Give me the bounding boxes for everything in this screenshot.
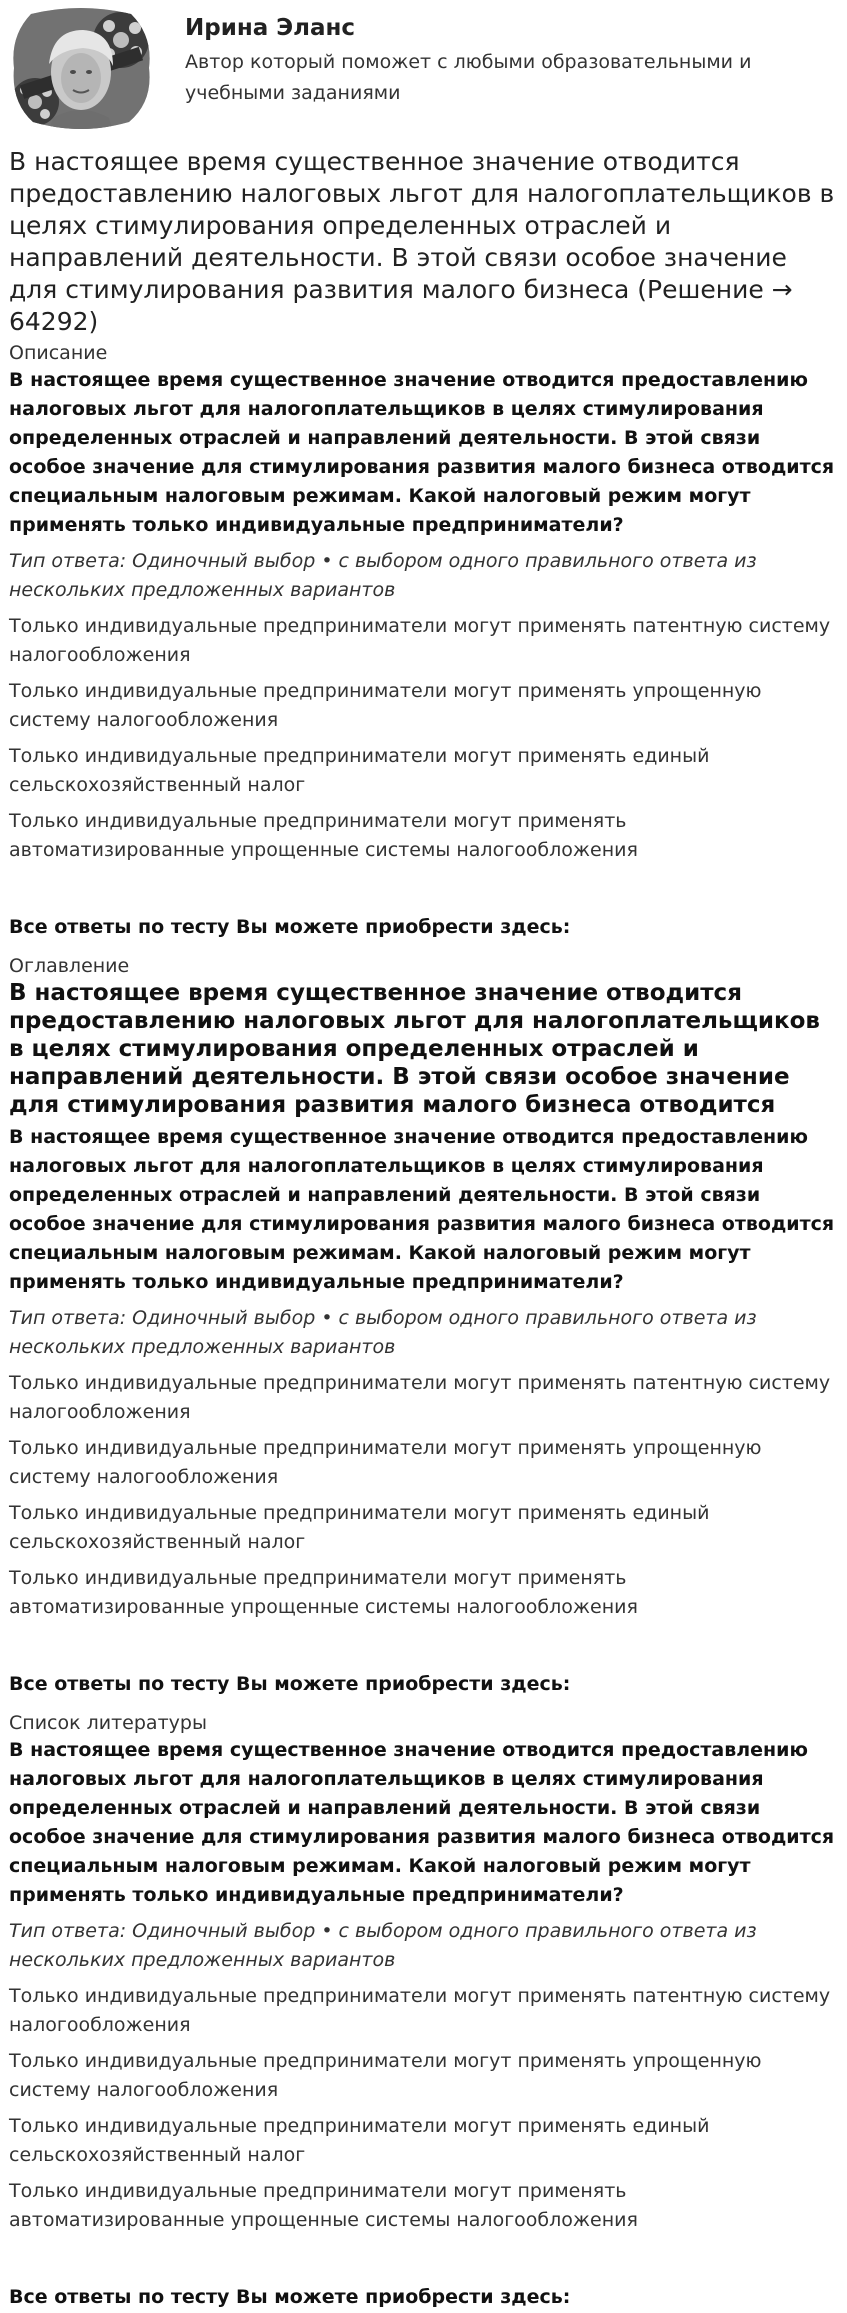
buy-answers-link[interactable]: Все ответы по тесту Вы можете приобрести здесь: — [9, 916, 571, 938]
question-text: В настоящее время существенное значение отводится предоставлению налоговых льгот для налогоплательщиков в целях стимулирования определенных отраслей и направлений деятельности. В этой связи особое значение для стимулирования развития малого бизнеса отводится специальным налоговым режимам. Какой налоговый режим могут применять только индивидуальные предприниматели? — [9, 1739, 835, 1906]
answer-option: Только индивидуальные предприниматели могут применять упрощенную систему налогообложения — [9, 680, 762, 731]
answer-type: Тип ответа: Одиночный выбор • с выбором одного правильного ответа из нескольких предложенных вариантов — [9, 550, 757, 601]
answer-type: Тип ответа: Одиночный выбор • с выбором одного правильного ответа из нескольких предложенных вариантов — [9, 1920, 757, 1971]
answer-option: Только индивидуальные предприниматели могут применять патентную систему налогообложения — [9, 1985, 831, 2036]
author-avatar — [9, 6, 154, 131]
author-description: Автор который поможет с любыми образовательными и учебными заданиями — [185, 51, 752, 104]
answer-option: Только индивидуальные предприниматели могут применять единый сельскохозяйственный налог — [9, 745, 710, 796]
section-heading: Описание — [9, 342, 108, 364]
section-contents — [9, 953, 838, 1698]
answer-type: Тип ответа: Одиночный выбор • с выбором одного правильного ответа из нескольких предложенных вариантов — [9, 1307, 757, 1358]
answer-option: Только индивидуальные предприниматели могут применять автоматизированные упрощенные системы налогообложения — [9, 810, 638, 861]
section-heading: Оглавление — [9, 955, 130, 977]
answer-option: Только индивидуальные предприниматели могут применять упрощенную систему налогообложения — [9, 1437, 762, 1488]
question-text: В настоящее время существенное значение отводится предоставлению налоговых льгот для налогоплательщиков в целях стимулирования определенных отраслей и направлений деятельности. В этой связи особое значение для стимулирования развития малого бизнеса отводится специальным налоговым режимам. Какой налоговый режим могут применять только индивидуальные предприниматели? — [9, 369, 835, 536]
page-title: В настоящее время существенное значение отводится предоставлению налоговых льгот для налогоплательщиков в целях стимулирования определенных отраслей и направлений деятельности. В этой связи особое значение для стимулирования развития малого бизнеса (Решение → 64292) — [9, 147, 835, 336]
section-description — [9, 340, 838, 941]
section-heading: Список литературы — [9, 1712, 207, 1734]
answer-option: Только индивидуальные предприниматели могут применять упрощенную систему налогообложения — [9, 2050, 762, 2101]
contents-subtitle: В настоящее время существенное значение отводится предоставлению налоговых льгот для налогоплательщиков в целях стимулирования определенных отраслей и направлений деятельности. В этой связи особое значение для стимулирования развития малого бизнеса отводится — [9, 980, 820, 1118]
answer-option: Только индивидуальные предприниматели могут применять единый сельскохозяйственный налог — [9, 1502, 710, 1553]
answer-option: Только индивидуальные предприниматели могут применять автоматизированные упрощенные системы налогообложения — [9, 1567, 638, 1618]
answer-option: Только индивидуальные предприниматели могут применять автоматизированные упрощенные системы налогообложения — [9, 2180, 638, 2231]
buy-answers-link[interactable]: Все ответы по тесту Вы можете приобрести здесь: — [9, 2286, 571, 2308]
answer-option: Только индивидуальные предприниматели могут применять патентную систему налогообложения — [9, 1372, 831, 1423]
buy-answers-link[interactable]: Все ответы по тесту Вы можете приобрести здесь: — [9, 1673, 571, 1695]
section-references — [9, 1710, 838, 2311]
question-text: В настоящее время существенное значение отводится предоставлению налоговых льгот для налогоплательщиков в целях стимулирования определенных отраслей и направлений деятельности. В этой связи особое значение для стимулирования развития малого бизнеса отводится специальным налоговым режимам. Какой налоговый режим могут применять только индивидуальные предприниматели? — [9, 1126, 835, 1293]
author-name[interactable]: Ирина Эланс — [185, 15, 356, 41]
author-card — [9, 0, 838, 136]
answer-option: Только индивидуальные предприниматели могут применять единый сельскохозяйственный налог — [9, 2115, 710, 2166]
answer-option: Только индивидуальные предприниматели могут применять патентную систему налогообложения — [9, 615, 831, 666]
